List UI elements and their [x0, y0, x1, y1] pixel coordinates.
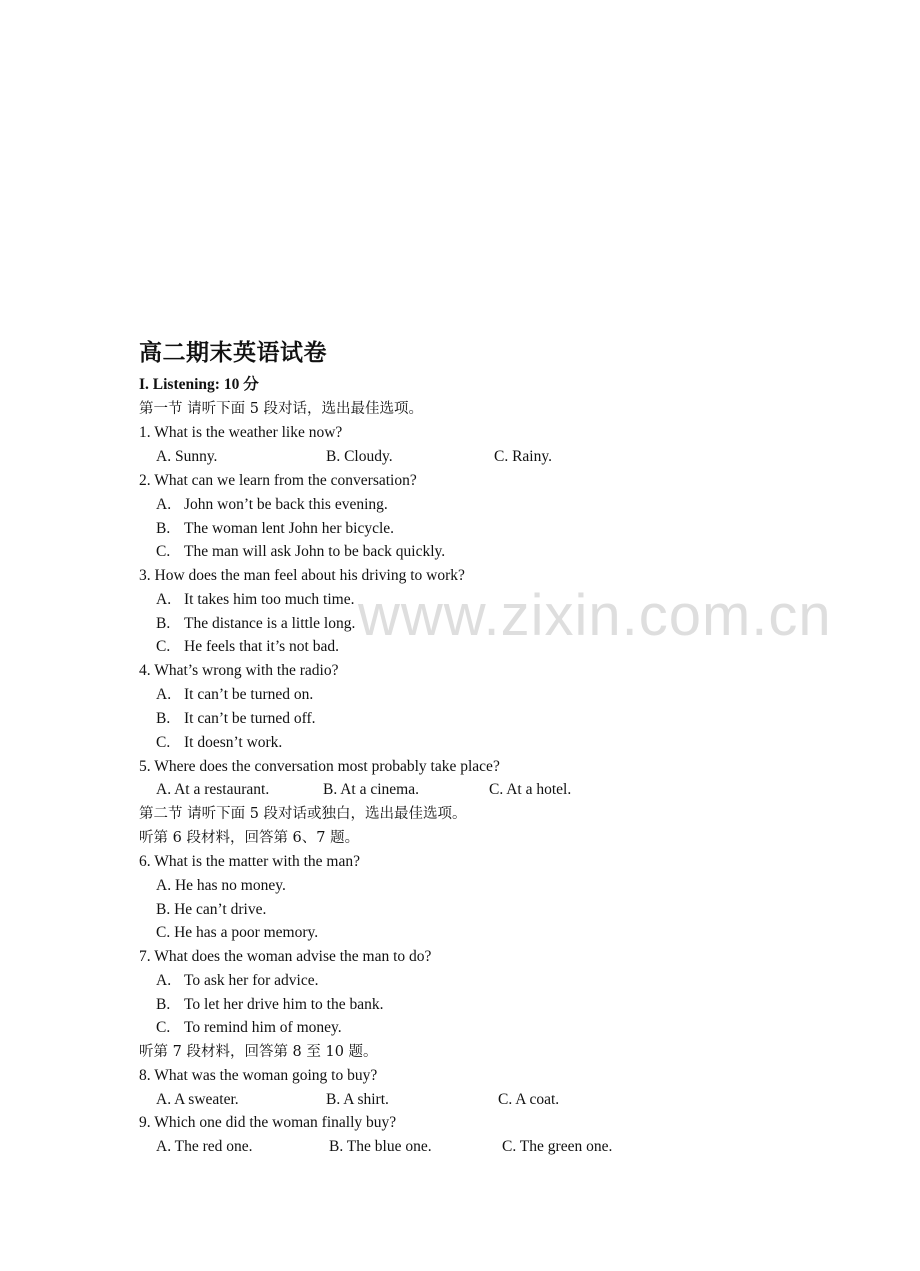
q4-option-c: It doesn’t work.: [184, 734, 283, 751]
q1-option-b: B. Cloudy.: [326, 448, 393, 465]
q9-option-a: A. The red one.: [156, 1138, 253, 1155]
q3-option-a-letter: A.: [156, 591, 172, 608]
section-heading: I. Listening: 10 分: [139, 376, 259, 393]
q2-option-a-letter: A.: [156, 496, 172, 513]
q7-option-b-letter: B.: [156, 996, 171, 1013]
question-1: 1. What is the weather like now?: [139, 424, 343, 441]
q3-option-a: It takes him too much time.: [184, 591, 355, 608]
q1-option-a: A. Sunny.: [156, 448, 218, 465]
part2-instruction: 第二节 请听下面 5 段对话或独白，选出最佳选项。: [139, 806, 467, 822]
q1-option-c: C. Rainy.: [494, 448, 552, 465]
q2-option-c: The man will ask John to be back quickly.: [184, 543, 446, 560]
q5-option-b: B. At a cinema.: [323, 781, 419, 798]
question-4: 4. What’s wrong with the radio?: [139, 662, 339, 679]
q7-option-c: To remind him of money.: [184, 1019, 342, 1036]
question-2: 2. What can we learn from the conversation?: [139, 472, 417, 489]
q9-option-c: C. The green one.: [502, 1138, 613, 1155]
q8-option-b: B. A shirt.: [326, 1091, 389, 1108]
q6-option-a: A. He has no money.: [156, 877, 286, 894]
q2-option-b: The woman lent John her bicycle.: [184, 520, 395, 537]
q7-option-b: To let her drive him to the bank.: [184, 996, 384, 1013]
q6-option-b: B. He can’t drive.: [156, 901, 267, 918]
q4-option-a-letter: A.: [156, 686, 172, 703]
question-8: 8. What was the woman going to buy?: [139, 1067, 378, 1084]
q2-option-b-letter: B.: [156, 520, 171, 537]
part1-instruction: 第一节 请听下面 5 段对话，选出最佳选项。: [139, 401, 424, 417]
q4-option-b: It can’t be turned off.: [184, 710, 316, 727]
question-3: 3. How does the man feel about his driving to work?: [139, 567, 465, 584]
q3-option-c-letter: C.: [156, 638, 171, 655]
q7-option-a-letter: A.: [156, 972, 172, 989]
q2-option-c-letter: C.: [156, 543, 171, 560]
q7-option-a: To ask her for advice.: [184, 972, 319, 989]
q3-option-b: The distance is a little long.: [184, 615, 356, 632]
q2-option-a: John won’t be back this evening.: [184, 496, 388, 513]
question-5: 5. Where does the conversation most probably take place?: [139, 758, 500, 775]
q4-option-b-letter: B.: [156, 710, 171, 727]
q5-option-c: C. At a hotel.: [489, 781, 572, 798]
q4-option-a: It can’t be turned on.: [184, 686, 314, 703]
q8-option-a: A. A sweater.: [156, 1091, 239, 1108]
question-9: 9. Which one did the woman finally buy?: [139, 1114, 397, 1131]
q9-option-b: B. The blue one.: [329, 1138, 432, 1155]
q3-option-b-letter: B.: [156, 615, 171, 632]
material-6-instruction: 听第 6 段材料，回答第 6、7 题。: [139, 830, 360, 846]
material-7-instruction: 听第 7 段材料，回答第 8 至 10 题。: [139, 1044, 378, 1060]
q3-option-c: He feels that it’s not bad.: [184, 638, 339, 655]
q7-option-c-letter: C.: [156, 1019, 171, 1036]
question-6: 6. What is the matter with the man?: [139, 853, 360, 870]
question-7: 7. What does the woman advise the man to do?: [139, 948, 432, 965]
q4-option-c-letter: C.: [156, 734, 171, 751]
q6-option-c: C. He has a poor memory.: [156, 924, 319, 941]
q8-option-c: C. A coat.: [498, 1091, 560, 1108]
page-title: 高二期末英语试卷: [139, 339, 327, 366]
q5-option-a: A. At a restaurant.: [156, 781, 270, 798]
watermark: www.zixin.com.cn: [358, 583, 832, 648]
